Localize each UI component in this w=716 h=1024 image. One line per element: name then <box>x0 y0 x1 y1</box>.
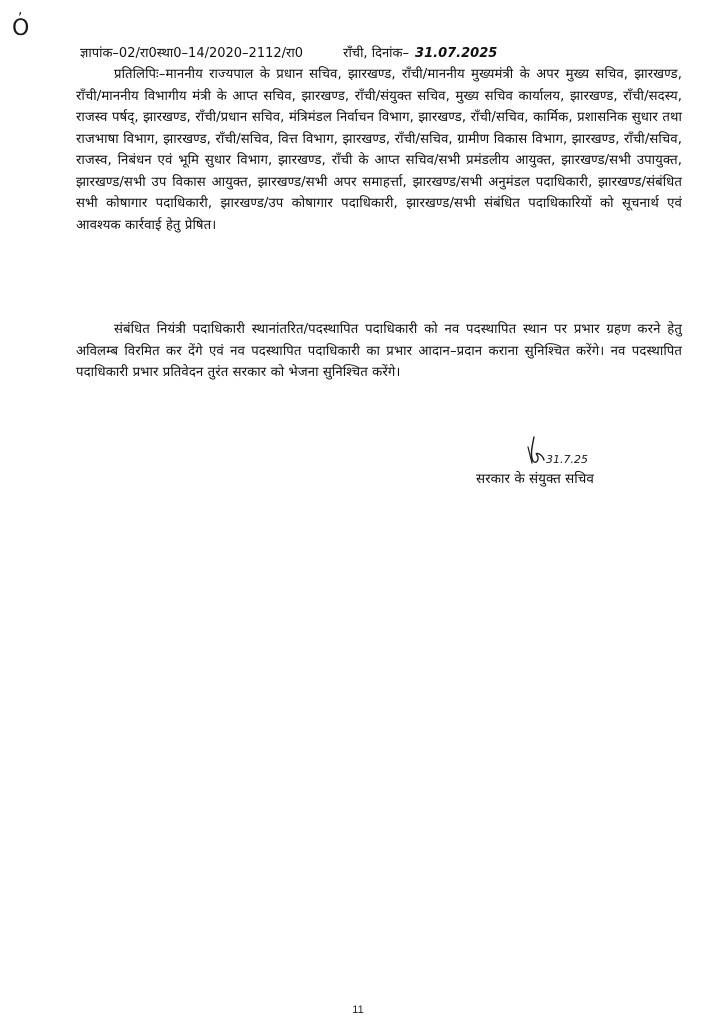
reference-line <box>80 45 680 63</box>
instruction-paragraph: संबंधित नियंत्री पदाधिकारी स्थानांतरित/पदस्थापित पदाधिकारी को नव पदस्थापित स्थान पर प्रभार ग्रहण करने हेतु अविलम्ब विरमित कर देंगे एवं नव पदस्थापित पदाधिकारी का प्रभार आदान–प्रदान कराना सुनिश्चित करेंगे। नव पदस्थापित पदाधिकारी प्रभार प्रतिवेदन तुरंत सरकार को भेजना सुनिश्चित करेंगे। <box>76 322 682 380</box>
corner-tick-mark: , <box>18 2 23 18</box>
signatory-designation: सरकार के संयुक्त सचिव <box>476 471 594 487</box>
handwritten-signature <box>520 433 610 473</box>
reference-number: ज्ञापांक–02/रा0स्था0–14/2020–2112/रा0 <box>80 46 303 61</box>
svg-text:31.7.25: 31.7.25 <box>546 453 588 466</box>
copy-to-paragraph: प्रतिलिपिः–माननीय राज्यपाल के प्रधान सचिव, झारखण्ड, राँची/माननीय मुख्यमंत्री के अपर मुख्य सचिव, झारखण्ड, राँची/माननीय विभागीय मंत्री के आप्त सचिव, झारखण्ड, राँची/संयुक्त सचिव, मुख्य सचिव कार्यालय, झारखण्ड, राँची/सदस्य, राजस्व पर्षद्, झारखण्ड, राँची/प्रधान सचिव, मंत्रिमंडल निर्वाचन विभाग, झारखण्ड, राँची/सचिव, कार्मिक, प्रशासनिक सुधार तथा राजभाषा विभाग, झारखण्ड, राँची/सचिव, वित्त विभाग, झारखण्ड, राँची/सचिव, ग्रामीण विकास विभाग, झारखण्ड, राँची/सचिव, राजस्व, निबंधन एवं भूमि सुधार विभाग, झारखण्ड, राँची के आप्त सचिव/सभी प्रमंडलीय आयुक्त, झारखण्ड/सभी उपायुक्त, झारखण्ड/सभी उप विकास आयुक्त, झारखण्ड/सभी अपर समाहर्त्ता, झारखण्ड/सभी अनुमंडल पदाधिकारी, झारखण्ड/संबंधित सभी कोषागार पदाधिकारी, झारखण्ड/उप कोषागार पदाधिकारी, झारखण्ड/सभी संबंधित पदाधिकारियों को सूचनार्थ एवं आवश्यक कार्रवाई हेतु प्रेषित। <box>76 67 682 233</box>
document-date: 31.07.2025 <box>415 46 498 61</box>
page-number: 11 <box>352 1004 364 1016</box>
corner-circle-mark: O <box>12 16 30 41</box>
place-label: राँची, दिनांक– <box>343 46 410 61</box>
